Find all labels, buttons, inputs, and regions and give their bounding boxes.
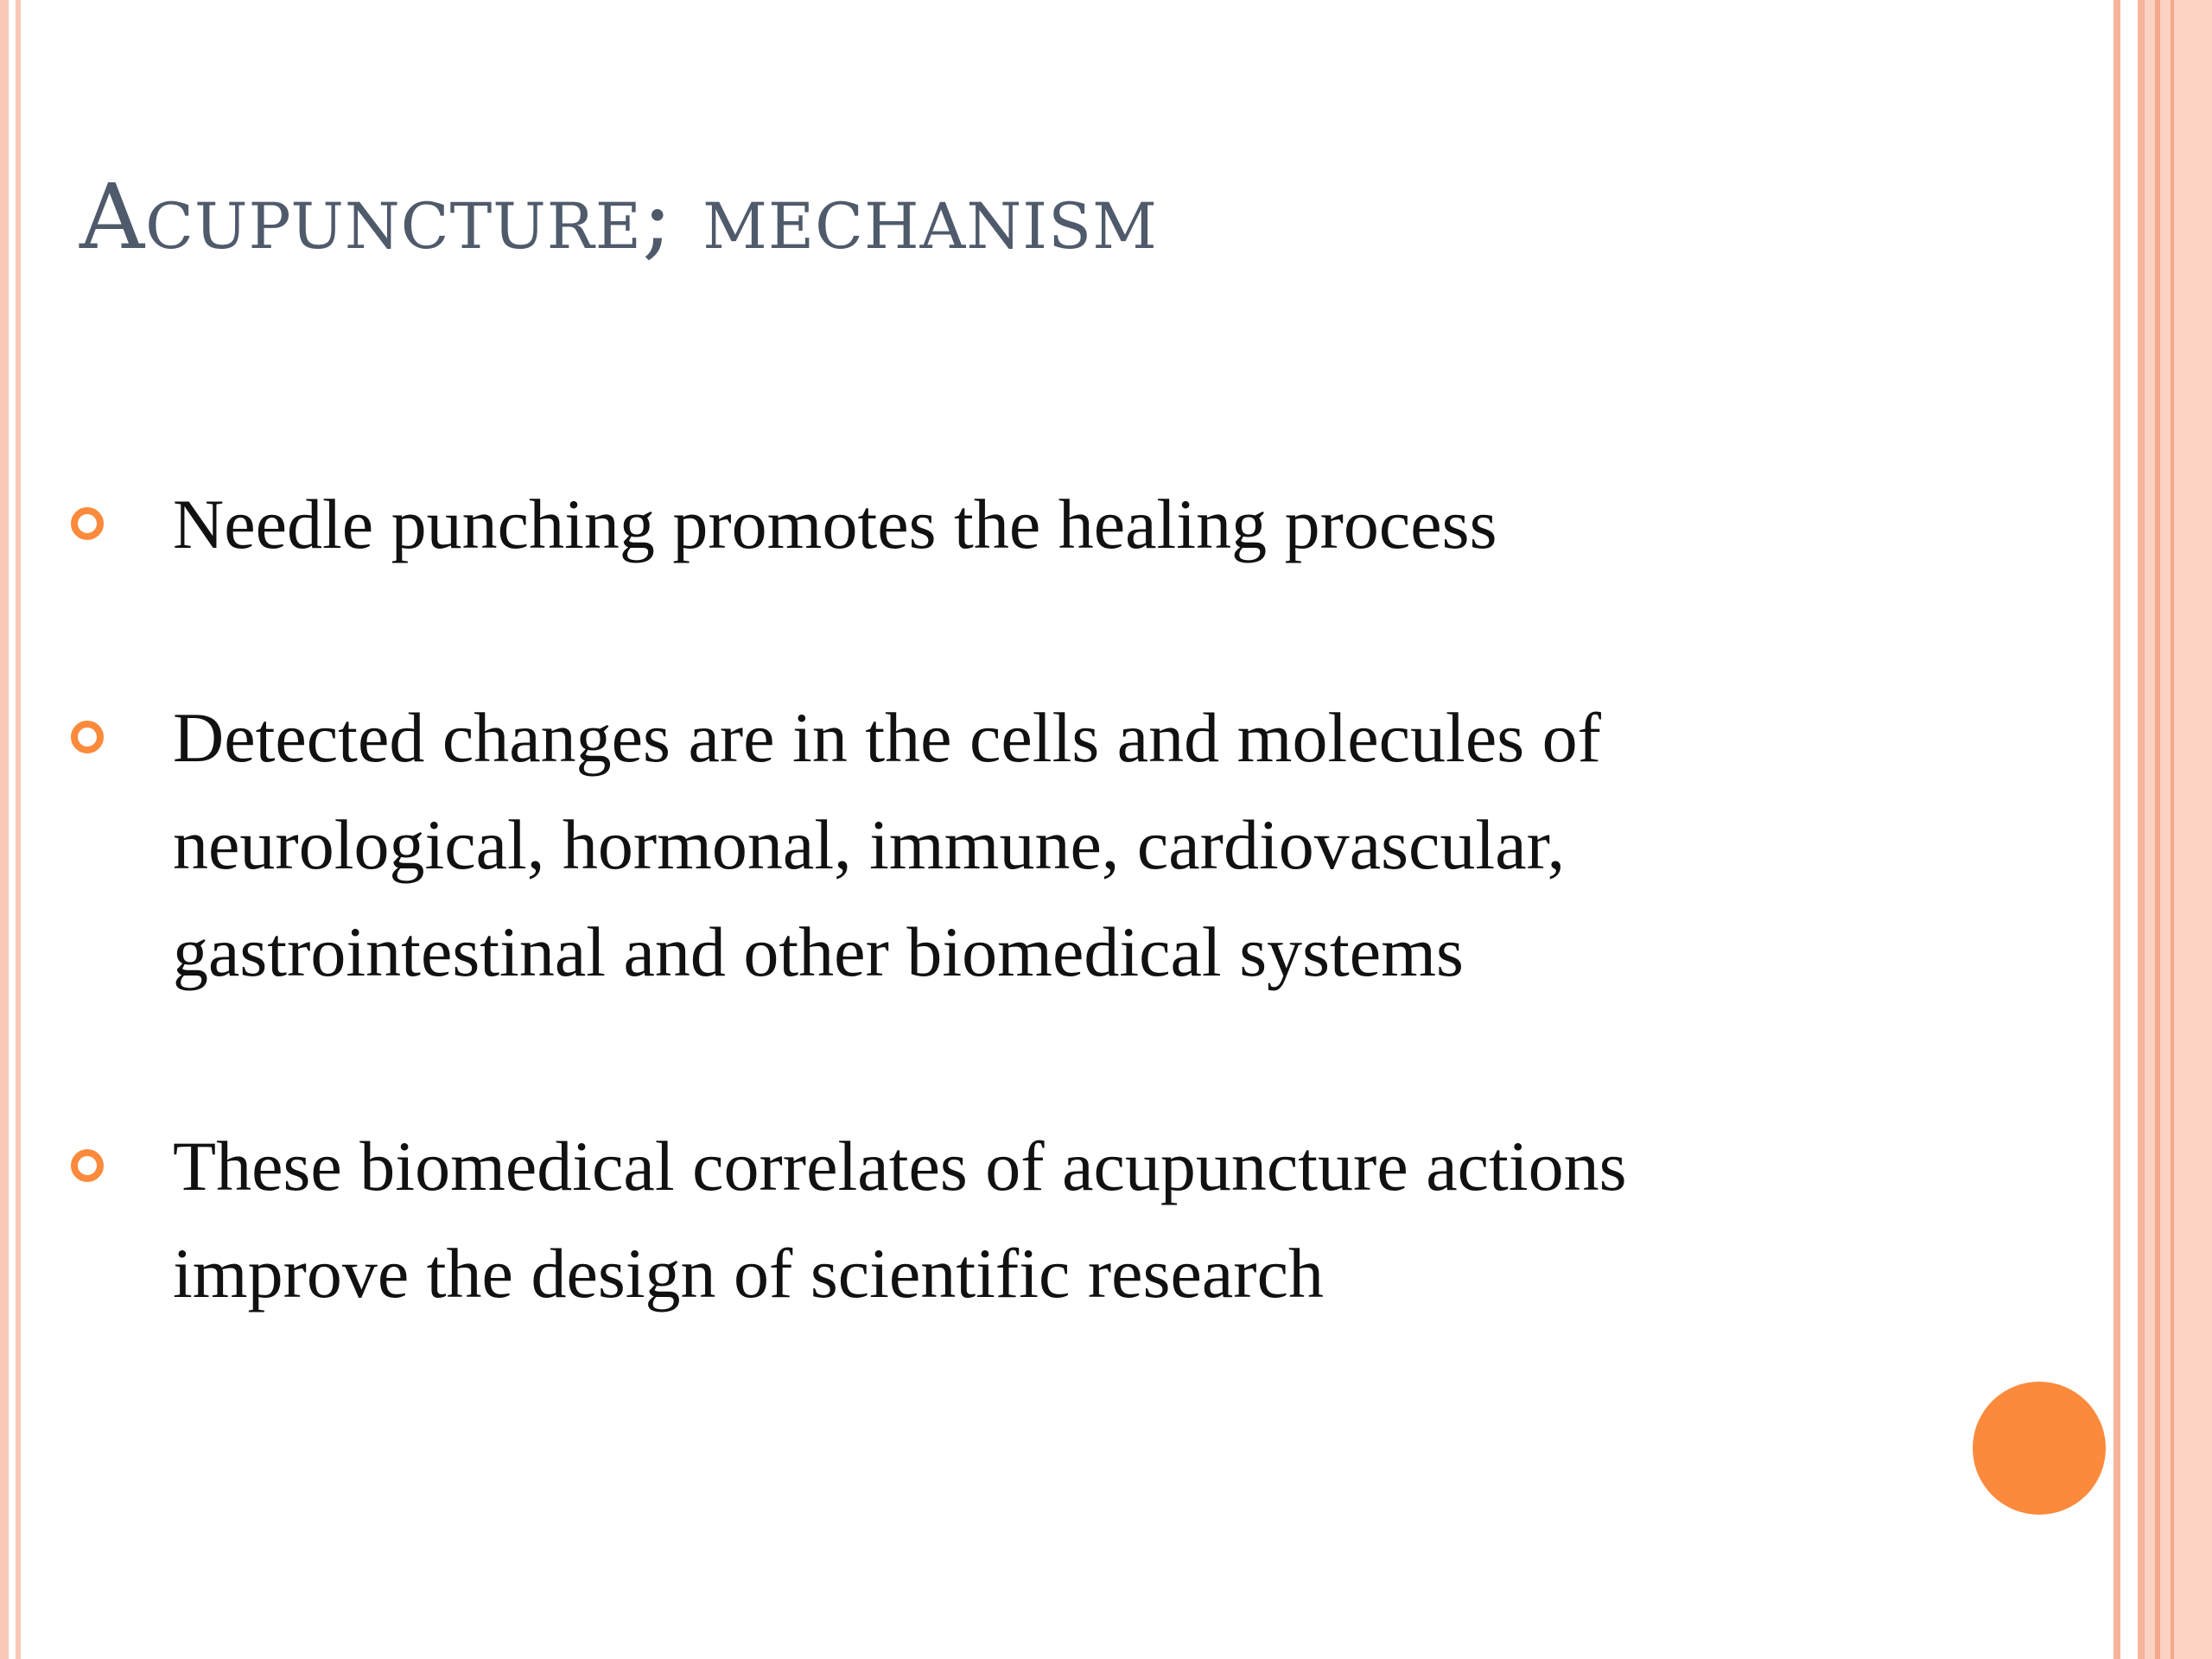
right-border-line xyxy=(2171,0,2174,1659)
right-border-line xyxy=(2155,0,2160,1659)
bullet-line: gastrointestinal and other biomedical systems xyxy=(173,912,1464,991)
hollow-circle-bullet-icon xyxy=(71,721,104,753)
hollow-circle-bullet-icon xyxy=(71,1149,104,1182)
filled-circle-decoration xyxy=(1973,1382,2106,1515)
left-border-line xyxy=(16,0,21,1659)
bullet-line: improve the design of scientific research xyxy=(173,1234,1324,1313)
bullet-line: Needle punching promotes the healing process xyxy=(173,485,1497,563)
slide-title: Acupuncture; mechanism xyxy=(79,164,1158,270)
right-border-gap xyxy=(2120,0,2138,1659)
bullet-line: neurological, hormonal, immune, cardiovascular, xyxy=(173,805,1566,884)
right-border-line xyxy=(2113,0,2120,1659)
bullet-text xyxy=(169,684,1941,1006)
hollow-circle-bullet-icon xyxy=(71,507,104,540)
bullet-text xyxy=(169,471,1941,578)
right-border-line xyxy=(2138,0,2145,1659)
left-border-line xyxy=(0,0,9,1659)
bullet-line: These biomedical correlates of acupuncture actions xyxy=(173,1127,1627,1205)
bullet-text xyxy=(169,1113,1941,1327)
bullet-line: Detected changes are in the cells and molecules of xyxy=(173,698,1601,777)
